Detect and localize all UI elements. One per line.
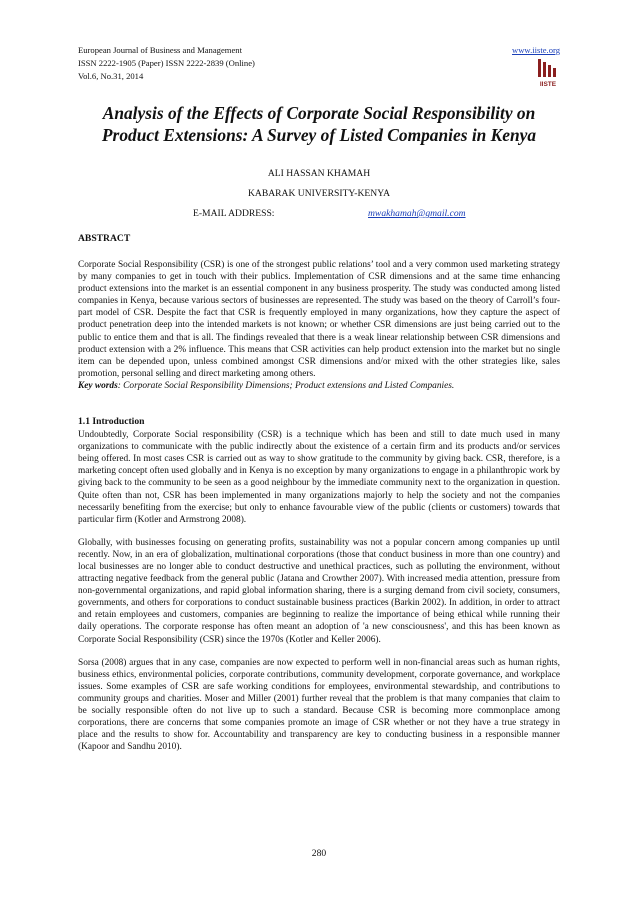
- journal-name: European Journal of Business and Management: [78, 45, 242, 55]
- abstract-text: Corporate Social Responsibility (CSR) is one of the strongest public relations’ tool and a very common used marketing strategy by many companies to get in touch with their publics. Implementation of CSR dimensions and at the same time enhancing product extensions into the market is an essential component in any business prosperity. The study was conducted among listed companies in Kenya, because various sectors of businesses are represented. The study was based on the theory of Carroll’s four-part model of CSR. Despite the fact that CSR is frequently employed in many organizations, how they capture the aspect of product penetration deep into the intended markets is not known; or whether CSR dimensions are just being carried out to the public to entice them and that is all. The findings revealed that there is a weak linear relationship between CSR dimensions and product extension with a 2% influence. This means that CSR activities can help product extension into the market but no single item can be depended upon, unless combined amongst CSR dimensions and/or mixed with the other strategies like, sales promotion, personal selling and direct marketing among others.: [78, 260, 560, 379]
- journal-volume: Vol.6, No.31, 2014: [78, 71, 144, 81]
- journal-issn: ISSN 2222-1905 (Paper) ISSN 2222-2839 (Online): [78, 58, 255, 68]
- journal-url-link[interactable]: www.iiste.org: [512, 45, 560, 55]
- keywords-text: : Corporate Social Responsibility Dimensions; Product extensions and Listed Companies.: [117, 380, 455, 391]
- abstract-heading: ABSTRACT: [78, 233, 131, 244]
- keywords-label: Key words: [78, 380, 118, 391]
- paper-title: [78, 102, 560, 146]
- keywords-line: [78, 380, 560, 392]
- journal-header: [78, 0, 560, 95]
- logo-text: IISTE: [539, 81, 557, 88]
- email-label: E-MAIL ADDRESS:: [193, 208, 275, 219]
- iiste-logo-icon: [536, 58, 560, 88]
- author-name: ALI HASSAN KHAMAH: [267, 168, 371, 179]
- email-link[interactable]: mwakhamah@gmail.com: [368, 208, 466, 219]
- intro-paragraph-3: Sorsa (2008) argues that in any case, companies are now expected to perform well in non-financial areas such as human rights, business ethics, environmental policies, corporate contributions, community development, corporate governance, and workplace issues. Some examples of CSR are safe working conditions for employees, environmental stewardship, and contributions to community groups and charities. Moser and Miller (2001) further reveal that the problem is that many companies that claim to be socially responsible often do not live up to such a standard. Because CSR is becoming more commonplace among corporations, there are concerns that some companies promote an image of CSR whether or not they have a true strategy in place and the results to show for. Accountability and transparency are key to conducting business in a responsible manner (Kapoor and Sandhu 2010).: [78, 657, 560, 753]
- page-number: 280: [311, 848, 327, 859]
- author-affiliation: KABARAK UNIVERSITY-KENYA: [247, 188, 391, 199]
- title-line-2: Product Extensions: A Survey of Listed Companies in Kenya: [101, 125, 537, 145]
- intro-paragraph-1: Undoubtedly, Corporate Social responsibility (CSR) is a technique which has been and still to date much used in many organizations to communicate with the public indirectly about the existence of a certain firm and its products and/or services being offered. In most cases CSR is carried out as way to show gratitude to the community by giving back. CSR, therefore, is a marketing concept often used globally and in Kenya is no exception by many organizations to engage in a philanthropic work by giving back to the community to be seen as a good neighbour by the immediate community next to the organization in question. Quite often than not, CSR has been implemented in many organizations majorly to help the society and not the companies necessarily benefiting from the exercise; but only to enhance favourable view of the public (clients or customers) towards that particular firm (Kotler and Armstrong 2008).: [78, 430, 560, 525]
- title-line-1: Analysis of the Effects of Corporate Social Responsibility on: [102, 103, 536, 123]
- intro-paragraph-2: Globally, with businesses focusing on generating profits, sustainability was not a popular concern among companies up until recently. Now, in an era of globalization, multinational corporations (those that conduct business in more than one country) and local businesses are no longer able to conduct destructive and unethical practices, such as polluting the environment, without attracting negative feedback from the general public (Jatana and Crowther 2007). With increased media attention, pressure from non-governmental organizations, and rapid global information sharing, there is a surging demand from civil society, consumers, governments, and others for corporations to conduct sustainable business practices (Barkin 2002). In addition, in order to attract and retain employees and customers, companies are beginning to realize the importance of being ethical while running their daily operations. The corporate response has often meant an adoption of 'a new consciousness', and this has been known as Corporate Social Responsibility (CSR) since the 1970s (Kotler and Keller 2006).: [78, 537, 560, 645]
- author-block: [78, 164, 560, 204]
- section-heading-introduction: 1.1 Introduction: [78, 416, 145, 428]
- email-row: [78, 204, 560, 224]
